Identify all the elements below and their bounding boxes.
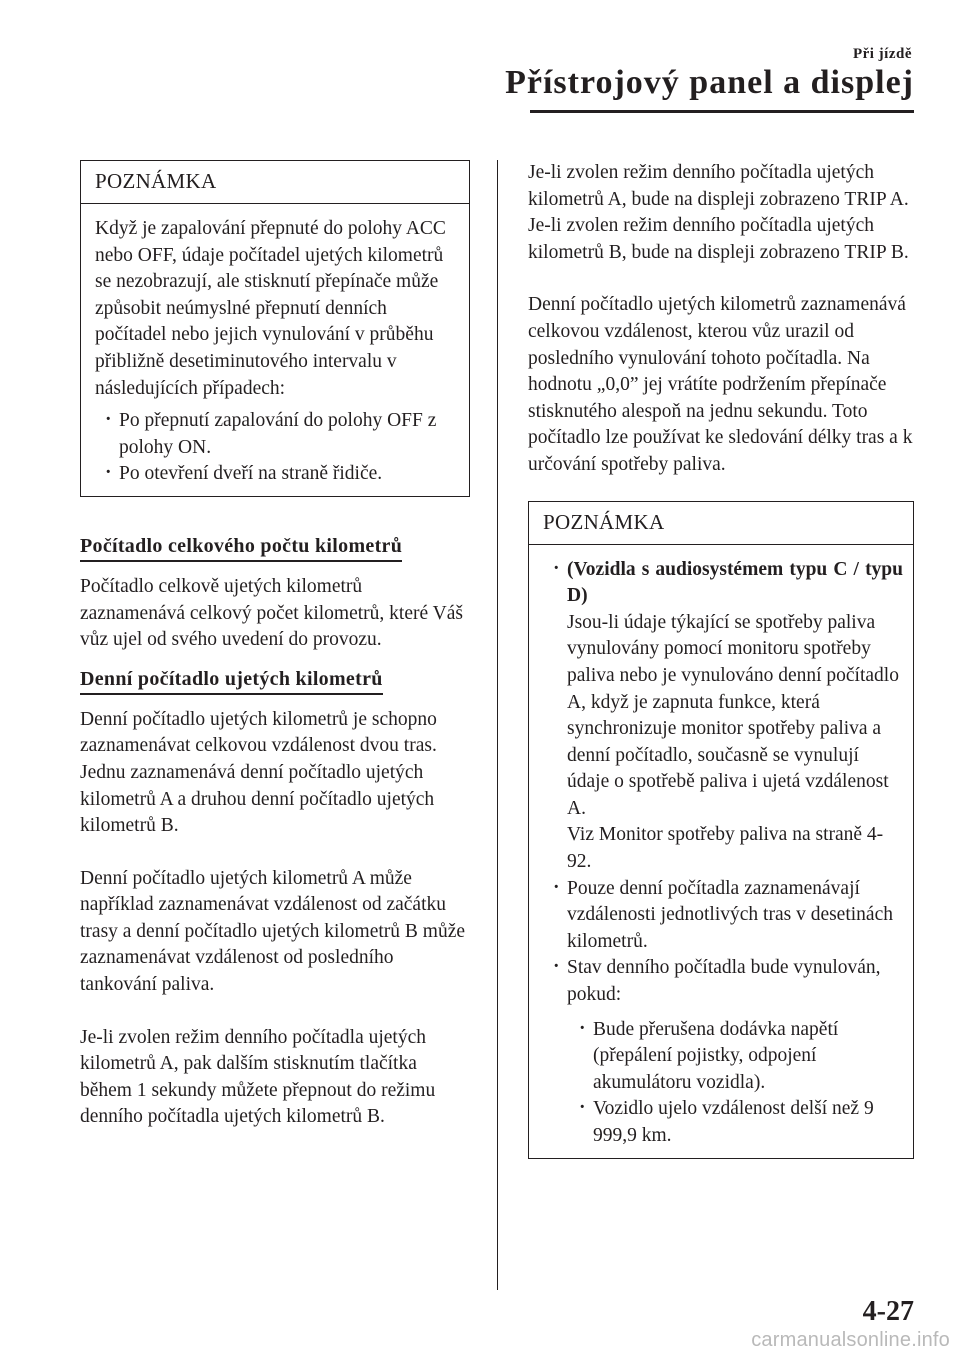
odometer-text: Počítadlo celkově ujetých kilometrů zaznamenává celkový počet kilometrů, které Váš vůz ujel od svého uvedení do provozu. xyxy=(80,575,463,651)
section-label: Při jízdě xyxy=(852,46,912,62)
trip-paragraph: Denní počítadlo ujetých kilometrů je schopno zaznamenávat celkovou vzdálenost dvou tras. Jednu zaznamenává denní počítadlo ujetých kilometrů A a druhou denní počítadlo ujetých kilometrů B. xyxy=(80,708,437,837)
page-number: 4-27 xyxy=(862,1296,914,1327)
note-box-right xyxy=(528,501,914,1159)
note-sub-list xyxy=(567,1017,903,1150)
note-item-text: · Stav denního počítadla bude vynulován, pokud: xyxy=(567,957,881,1006)
note-body xyxy=(529,545,913,1158)
list-item: · Po přepnutí zapalování do polohy OFF z polohy ON. xyxy=(95,408,459,461)
note-bullet-list xyxy=(95,408,459,488)
note-bullet-list xyxy=(543,557,903,1150)
header-rule xyxy=(530,110,914,113)
note-paragraph: Když je zapalování přepnuté do polohy ACC nebo OFF, údaje počítadel ujetých kilometrů se nezobrazují, ale stisknutí přepínače může způsobit neúmyslné přepnutí denních počítadel nebo jejich vynulování v průběhu přibližně desetiminutového intervalu v následujících případech: xyxy=(95,218,446,399)
note-box-left xyxy=(80,160,470,497)
note-item-reference: Viz Monitor spotřeby paliva na straně 4-92. xyxy=(567,824,884,873)
note-item-text: Jsou-li údaje týkající se spotřeby paliva vynulovány pomocí monitoru spotřeby paliva nebo je vynulováno denní počítadlo A, když je zapnuta funkce, která synchronizuje monitor spotřeby paliva a denní počítadlo, současně se vynulují údaje o spotřebě paliva i ujetá vzdálenost A. xyxy=(567,611,899,819)
note-item-title: · (Vozidla s audiosystémem typu C / typu D) xyxy=(567,558,903,607)
page-title: Přístrojový panel a displej xyxy=(505,64,914,101)
right-column xyxy=(528,160,914,1159)
trip-paragraph: Denní počítadlo ujetých kilometrů A může například zaznamenávat vzdálenost od začátku trasy a denní počítadlo ujetých kilometrů B může zaznamenávat vzdálenost od posledního tankování paliva. xyxy=(80,867,466,996)
odometer-heading: Počítadlo celkového počtu kilometrů xyxy=(80,535,402,562)
note-body xyxy=(81,204,469,496)
note-heading: POZNÁMKA xyxy=(81,161,469,204)
watermark: carmanualsonline.info xyxy=(751,1329,950,1351)
list-item xyxy=(543,557,903,876)
left-column xyxy=(80,160,470,1131)
trip-display-paragraph: Je-li zvolen režim denního počítadla ujetých kilometrů A, bude na displeji zobrazeno TRIP A. Je-li zvolen režim denního počítadla ujetých kilometrů B, bude na displeji zobrazeno TRIP B. xyxy=(528,162,909,263)
list-item: · Pouze denní počítadla zaznamenávají vzdálenosti jednotlivých tras v desetinách kilometrů. xyxy=(543,876,903,956)
list-item: · Bude přerušena dodávka napětí (přepálení pojistky, odpojení akumulátoru vozidla). xyxy=(569,1017,903,1097)
list-item: · Vozidlo ujelo vzdálenost delší než 9 999,9 km. xyxy=(569,1096,903,1149)
trip-section xyxy=(80,668,470,1131)
note-heading: POZNÁMKA xyxy=(529,502,913,545)
column-divider xyxy=(497,160,498,1290)
list-item xyxy=(543,955,903,1149)
list-item: · Po otevření dveří na straně řidiče. xyxy=(95,461,459,488)
odometer-section xyxy=(80,535,470,654)
trip-paragraph: Je-li zvolen režim denního počítadla ujetých kilometrů A, pak dalším stisknutím tlačítka během 1 sekundy můžete přepnout do režimu denního počítadla ujetých kilometrů B. xyxy=(80,1026,436,1128)
trip-heading: Denní počítadlo ujetých kilometrů xyxy=(80,668,383,695)
trip-reset-paragraph: Denní počítadlo ujetých kilometrů zaznamenává celkovou vzdálenost, kterou vůz urazil od posledního vynulování tohoto počítadla. Na hodnotu „0,0” jej vrátíte podržením přepínače stisknutého alespoň na jednu sekundu. Toto počítadlo lze používat ke sledování délky tras a k určování spotřeby paliva. xyxy=(528,294,913,475)
